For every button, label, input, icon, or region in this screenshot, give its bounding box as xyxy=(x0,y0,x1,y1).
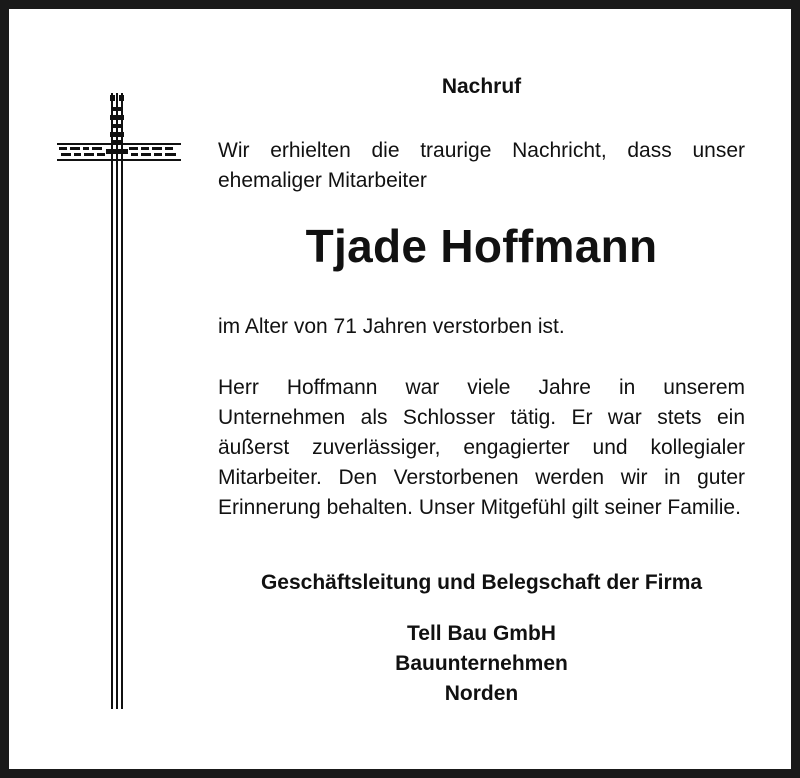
cross-icon xyxy=(49,93,189,709)
company-type: Bauunternehmen xyxy=(395,652,568,675)
signoff-text: Geschäftsleitung und Belegschaft der Firma xyxy=(260,571,703,594)
age-line: im Alter von 71 Jahren verstorben ist. xyxy=(218,315,565,338)
company-location: Norden xyxy=(444,682,519,705)
obituary-heading: Nachruf xyxy=(441,75,522,98)
intro-text: Wir erhielten die traurige Nachricht, dass unser ehemaliger Mitarbeiter xyxy=(218,139,745,192)
company-name: Tell Bau GmbH xyxy=(407,622,556,645)
deceased-name: Tjade Hoffmann xyxy=(305,220,658,272)
obituary-content xyxy=(218,73,745,709)
body-text: Herr Hoffmann war viele Jahre in unserem Unternehmen als Schlosser tätig. Er war stets ein äußerst zuverlässiger, engagierter und kollegialer Mitarbeiter. Den Verstorbenen werden wir in guter Erinnerung behalten. Unser Mitgefühl gilt seiner Familie. xyxy=(218,376,745,519)
company-block xyxy=(218,619,745,709)
